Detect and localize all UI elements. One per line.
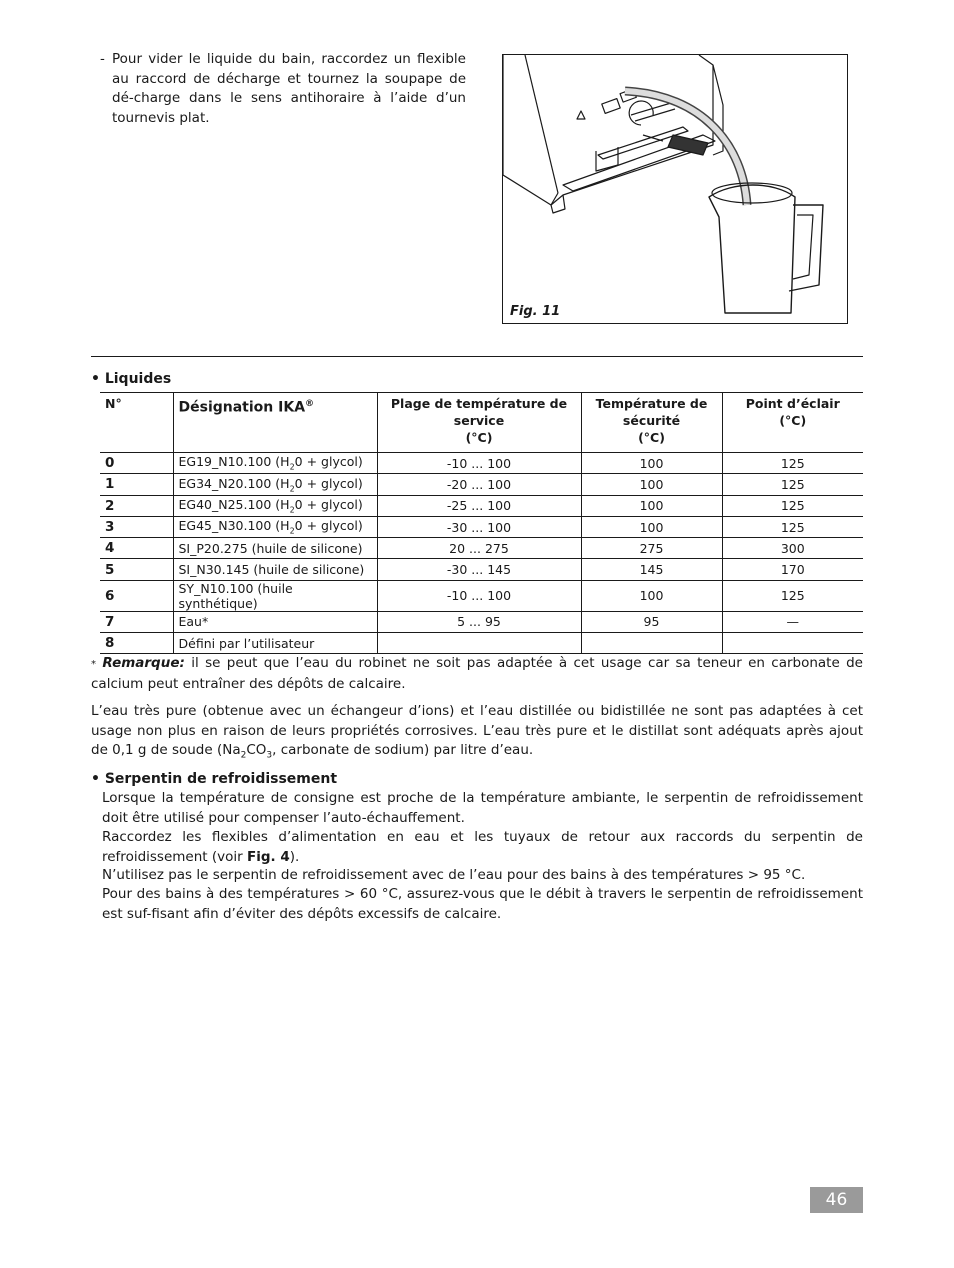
remark-note [91, 654, 863, 694]
remark-label: Remarque: [102, 655, 185, 671]
table-row: 1 EG34_N20.100 ($H_20$ + glycol) -20 ... 100 100 125 [100, 474, 863, 495]
section-divider [91, 356, 863, 357]
cooling-coil-heading: • Serpentin de refroidissement [91, 771, 338, 787]
intro-instruction [100, 50, 466, 128]
figure-11 [502, 54, 848, 324]
table-row: 3 EG45_N30.100 ($H_20$ + glycol) -30 ... 100 100 125 [100, 516, 863, 537]
figure-reference: Fig. 4 [246, 848, 290, 865]
header-safety-temperature: Température de sécurité (°C) [581, 393, 722, 453]
header-number: N° [100, 393, 173, 453]
coil-paragraph-1: Lorsque la température de consigne est proche de la température ambiante, le serpentin de refroidissement doit être utilisé pour compenser l’auto-échauffement. [102, 790, 863, 826]
liquids-heading: • Liquides [91, 371, 172, 387]
figure-caption: Fig. 11 [510, 304, 561, 319]
coil-paragraph-4: Pour des bains à des températures > 60 °C, assurez-vous que le débit à travers le serpentin de refroidissement est suf-fisant afin d’éviter des dépôts excessifs de calcaire. [102, 886, 863, 922]
list-dash: - [100, 51, 105, 67]
table-row: 8 Défini par l’utilisateur [100, 633, 863, 654]
intro-text: Pour vider le liquide du bain, raccordez un flexible au raccord de décharge et tournez la soupape de dé-charge dans le sens antihoraire à l’aide d’un tournevis plat. [112, 51, 466, 126]
table-row: 4 SI_P20.275 (huile de silicone) 20 ... 275 275 300 [100, 538, 863, 559]
page-number: 46 [810, 1187, 863, 1213]
table-row: 0 EG19_N10.100 ($H_20$ + glycol) -10 ... 100 100 125 [100, 453, 863, 474]
header-flash-point: Point d’éclair (°C) [722, 393, 863, 453]
table-row: 6 SY_N10.100 (huile synthétique) -10 ... 100 100 125 [100, 580, 863, 611]
remark-text: il se peut que l’eau du robinet ne soit pas adaptée à cet usage car sa teneur en carbonate de calcium peut entraîner des dépôts de calcaire. [91, 655, 863, 692]
coil-paragraph-2: Raccordez les flexibles d’alimentation en eau et les tuyaux de retour aux raccords du serpentin de refroidissement (voir Fig. 4). [102, 829, 863, 865]
water-paragraph: L’eau très pure (obtenue avec un échangeur d’ions) et l’eau distillée ou bidistillée ne sont pas adaptées à cet usage non plus en raison de leurs propriétés corrosives. L’eau très pure et le distillat sont adéquats après ajout de 0,1 g de soude ($Na_2CO_3$, carbonate de sodium) par litre d’eau. [91, 703, 863, 761]
drain-illustration [503, 55, 848, 324]
remark-star: * [91, 659, 96, 670]
table-row: 7 Eau* 5 ... 95 95 — [100, 611, 863, 632]
header-designation: Désignation IKA® [173, 393, 377, 453]
table-header-row [100, 393, 863, 453]
coil-paragraph-3: N’utilisez pas le serpentin de refroidissement avec de l’eau pour des bains à des températures > 95 °C. [102, 867, 806, 883]
table-row: 2 EG40_N25.100 ($H_20$ + glycol) -25 ... 100 100 125 [100, 495, 863, 516]
header-operating-range: Plage de température de service (°C) [377, 393, 581, 453]
table-row: 5 SI_N30.145 (huile de silicone) -30 ... 145 145 170 [100, 559, 863, 580]
liquids-table [100, 392, 863, 654]
